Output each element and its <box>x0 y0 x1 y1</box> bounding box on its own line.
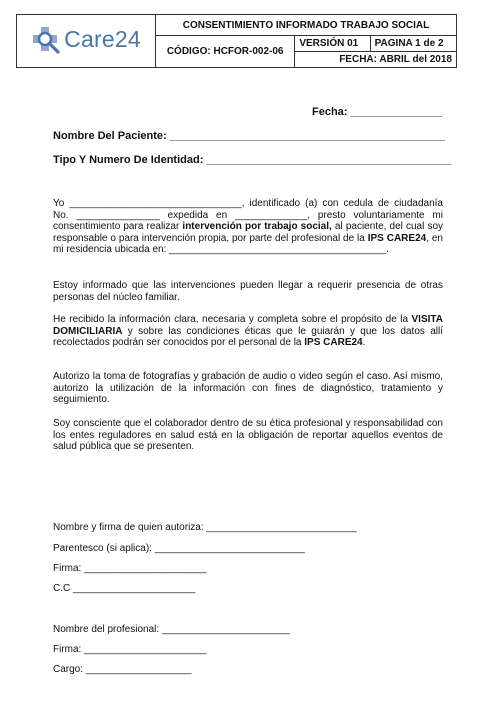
authorizer-field[interactable]: Nombre y firma de quien autoriza: ___________________________ <box>53 522 357 533</box>
date-field[interactable]: Fecha: _______________ <box>312 106 443 118</box>
document-title: CONSENTIMIENTO INFORMADO TRABAJO SOCIAL <box>156 15 457 36</box>
cc-field[interactable]: C.C ______________________ <box>53 583 196 594</box>
information-paragraph: He recibido la información clara, necesaria y completa sobre el propósito de la VISITA DOMICILIARIA y sobre las condiciones éticas que le guiarán y que los datos allí recolectados podrán ser conocidos por el personal de la IPS CARE24. <box>53 314 443 348</box>
professional-name-field[interactable]: Nombre del profesional: _______________________ <box>53 624 290 635</box>
document-date: FECHA: ABRIL del 2018 <box>295 52 457 68</box>
relationship-field[interactable]: Parentesco (si aplica): ___________________________ <box>53 543 305 554</box>
patient-name-field[interactable]: Nombre Del Paciente: _____________________________________________ <box>53 130 446 142</box>
consent-paragraph: Yo _______________________________, identificado (a) con cedula de ciudadanía No. _______________ expedida en _____________, presto voluntariamente mi consentimiento para realizar intervención por trabajo social, al paciente, del cual soy responsable o para intervención propia, por parte del profesional de la IPS CARE24, en mi residencia ubicada en: _______________________________________. <box>53 198 444 255</box>
id-type-field[interactable]: Tipo Y Numero De Identidad: ________________________________________ <box>53 154 452 166</box>
signature-field[interactable]: Firma: ______________________ <box>53 563 207 574</box>
document-header <box>16 14 457 68</box>
professional-signature-field[interactable]: Firma: ______________________ <box>53 644 207 655</box>
media-paragraph: Autorizo la toma de fotografías y grabación de audio o video según el caso. Así mismo, autorizo la utilización de la información con fines de diagnóstico, tratamiento y seguimiento. <box>53 371 443 405</box>
public-health-paragraph: Soy consciente que el colaborador dentro de su ética profesional y responsabilidad con los entes reguladores en salud está en la obligación de reportar aquellos eventos de salud pública que se presenten. <box>53 418 443 452</box>
care24-logo <box>31 25 141 55</box>
document-code: CÓDIGO: HCFOR-002-06 <box>156 36 295 68</box>
position-field[interactable]: Cargo: ___________________ <box>53 664 192 675</box>
document-version: VERSIÓN 01 <box>295 36 370 52</box>
logo-text: Care24 <box>64 26 141 52</box>
family-paragraph: Estoy informado que las intervenciones pueden llegar a requerir presencia de otras personas del núcleo familiar. <box>53 280 443 303</box>
logo-cell <box>17 15 156 68</box>
page-number: PAGINA 1 de 2 <box>370 36 456 52</box>
cross-magnifier-icon <box>31 25 61 55</box>
